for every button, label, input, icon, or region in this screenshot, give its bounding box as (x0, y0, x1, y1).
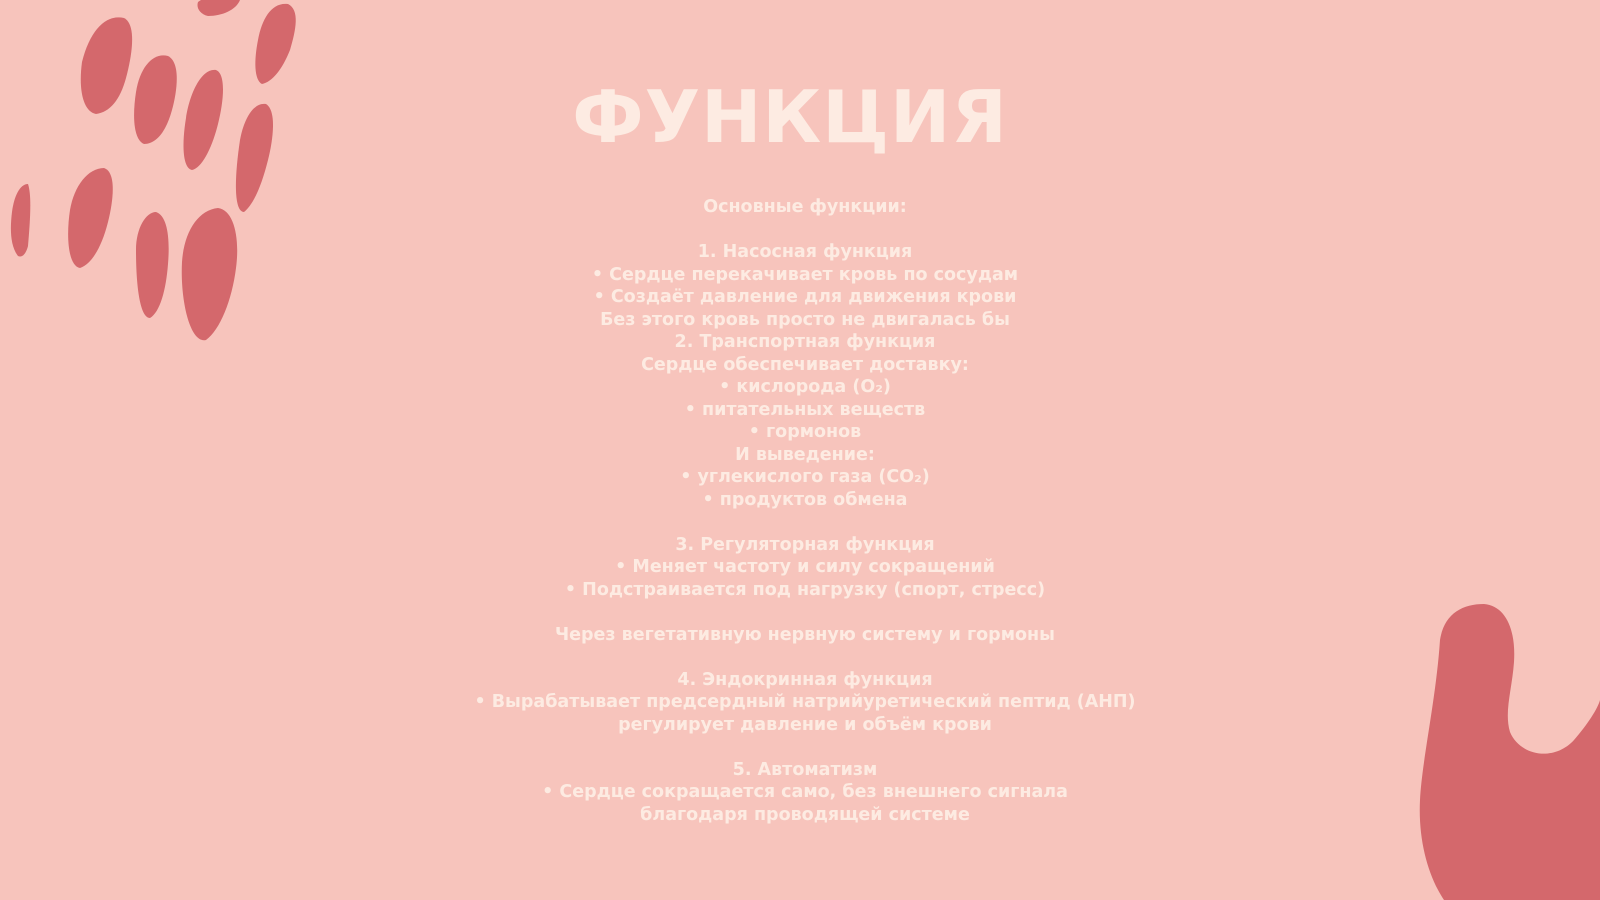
spacer (300, 219, 1310, 242)
transport-line: • углекислого газа (CO₂) (680, 467, 930, 487)
regulatory-line: • Подстраивается под нагрузку (спорт, стресс) (564, 579, 1046, 600)
spacer (300, 601, 1310, 624)
automatism-heading: 5. Автоматизм (732, 759, 878, 780)
regulatory-note: Через вегетативную нервную систему и гормоны (555, 624, 1055, 645)
pumping-line: • Создаёт давление для движения крови (593, 287, 1017, 307)
brush-stroke (68, 168, 113, 268)
slide-title: ФУНКЦИЯ (572, 75, 1008, 159)
spacer (300, 736, 1310, 759)
spacer (300, 646, 1310, 669)
endocrine-line: регулирует давление и объём крови (618, 714, 992, 735)
intro-text: Основные функции: (703, 197, 907, 217)
transport-line: • кислорода (O₂) (719, 377, 891, 397)
brush-stroke (255, 4, 295, 84)
brush-stroke (182, 208, 237, 340)
pumping-heading: 1. Насосная функция (697, 242, 913, 262)
transport-line: • гормонов (748, 422, 862, 442)
automatism-line: благодаря проводящей системе (640, 804, 970, 825)
brush-stroke (136, 212, 169, 318)
spacer (300, 511, 1310, 534)
transport-line: И выведение: (735, 444, 875, 465)
automatism-line: • Сердце сокращается само, без внешнего сигнала (542, 782, 1068, 802)
pumping-line: Без этого кровь просто не двигалась бы (600, 309, 1010, 330)
brush-stroke (197, 0, 240, 16)
regulatory-heading: 3. Регуляторная функция (675, 534, 935, 555)
paint-blob (1420, 604, 1600, 900)
endocrine-heading: 4. Эндокринная функция (677, 669, 933, 690)
regulatory-line: • Меняет частоту и силу сокращений (615, 557, 995, 577)
brush-stroke (11, 184, 30, 257)
endocrine-line: • Вырабатывает предсердный натрийуретический пептид (АНП) (474, 692, 1136, 712)
slide-body (300, 196, 1310, 826)
transport-heading: 2. Транспортная функция (674, 332, 936, 352)
transport-line: Сердце обеспечивает доставку: (641, 354, 969, 375)
transport-line: • продуктов обмена (702, 489, 908, 510)
pumping-line: • Сердце перекачивает кровь по сосудам (591, 264, 1019, 285)
transport-line: • питательных веществ (684, 399, 926, 420)
